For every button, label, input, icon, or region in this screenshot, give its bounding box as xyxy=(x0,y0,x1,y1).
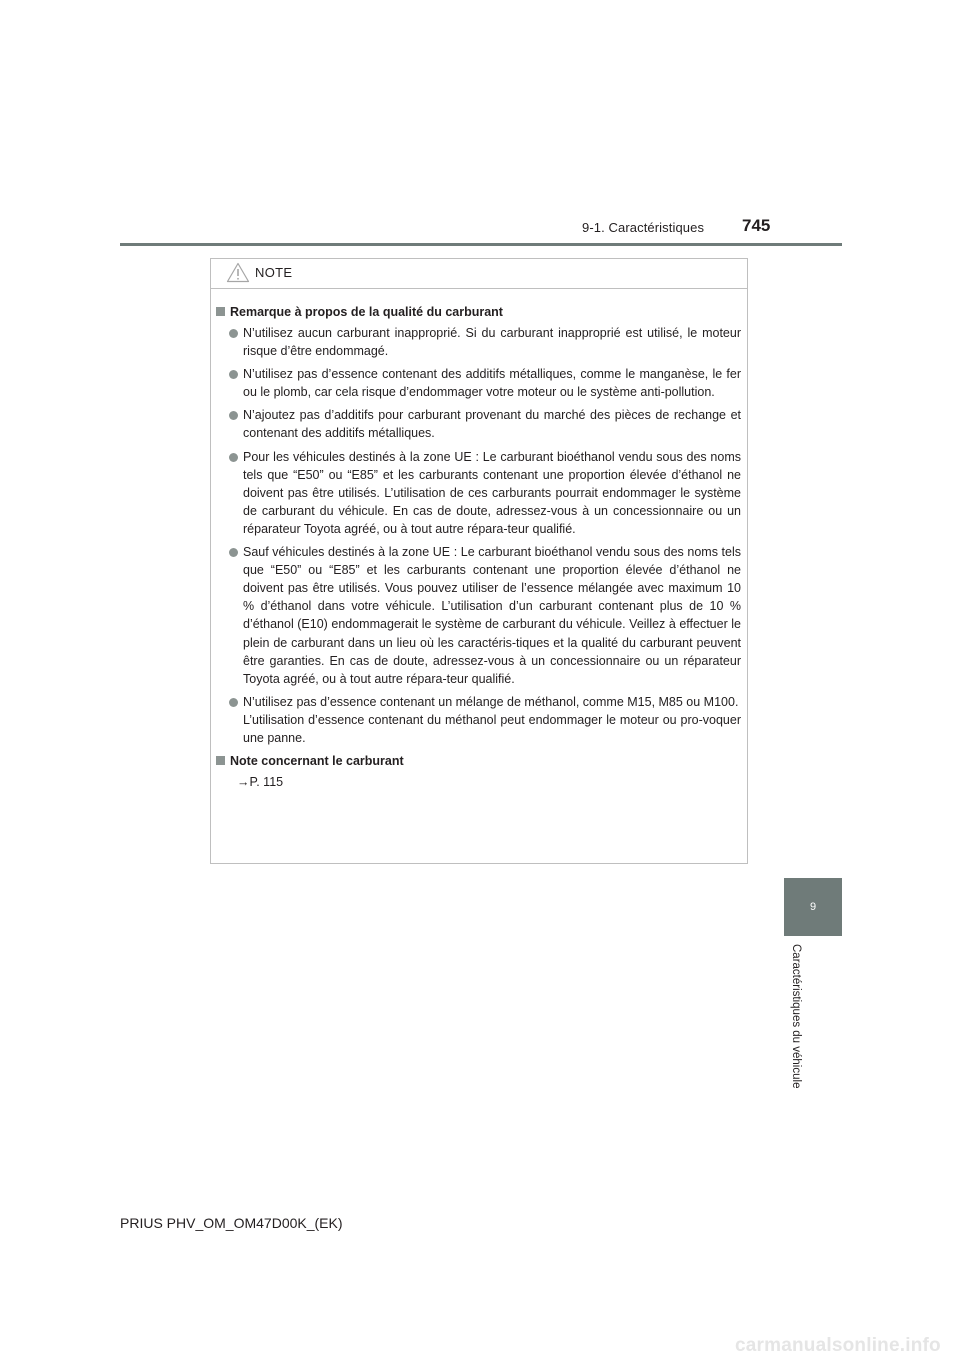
circle-bullet-icon xyxy=(229,698,238,707)
list-item-text: N’utilisez pas d’essence contenant un mélange de méthanol, comme M15, M85 ou M100. xyxy=(243,694,739,709)
list-item xyxy=(216,365,741,401)
section-title-text: Note concernant le carburant xyxy=(230,754,404,769)
list-item-text: N’ajoutez pas d’additifs pour carburant provenant du marché des pièces de rechange et contenant des additifs métalliques. xyxy=(243,408,741,441)
header-divider xyxy=(120,243,842,246)
note-box xyxy=(210,258,748,864)
circle-bullet-icon xyxy=(229,453,238,462)
list-item-text: N’utilisez aucun carburant inapproprié. Si du carburant inapproprié est utilisé, le moteur risque d’être endommagé. xyxy=(243,326,741,359)
list-item xyxy=(216,406,741,442)
chapter-title: Caractéristiques du véhicule xyxy=(790,944,802,1089)
list-item xyxy=(216,543,741,688)
list-item xyxy=(216,324,741,360)
list-item-text: N’utilisez pas d’essence contenant des additifs métalliques, comme le manganèse, le fer ou le plomb, car cela risque d’endommager votre moteur ou le système anti-pollution. xyxy=(243,367,741,400)
section-title-fuel-quality xyxy=(216,303,741,321)
square-bullet-icon xyxy=(216,756,225,765)
circle-bullet-icon xyxy=(229,411,238,420)
section-title-text: Remarque à propos de la qualité du carburant xyxy=(230,305,503,319)
section-title-fuel-note xyxy=(216,752,741,770)
square-bullet-icon xyxy=(216,307,225,316)
note-label: NOTE xyxy=(255,265,293,280)
note-header xyxy=(211,259,747,289)
page-reference-link[interactable]: →P. 115 xyxy=(237,775,284,790)
list-item xyxy=(216,448,741,538)
list-item-text: L’utilisation d’essence contenant du méthanol peut endommager le moteur ou pro-voquer une panne. xyxy=(243,712,741,745)
list-item-text: Sauf véhicules destinés à la zone UE : Le carburant bioéthanol vendu sous des noms tels que “E50” ou “E85” et les carburants contenant une proportion élevée d’éthanol ne doivent pas être utilisés. Vous pouvez utiliser de l’essence mélangée avec maximum 10 % d’éthanol dans votre véhicule. L’utilisation d’un carburant contenant plus de 10 % d’éthanol (E10) endommagerait le système de carburant du véhicule. Veillez à effectuer le plein de carburant dans un lieu où les caractéris-tiques et la qualité du carburant peuvent être garanties. En cas de doute, adressez-vous à un concessionnaire ou un réparateur Toyota agréé, ou à tout autre répara-teur qualifié. xyxy=(243,545,741,686)
list-item-text: Pour les véhicules destinés à la zone UE : Le carburant bioéthanol vendu sous des noms tels que “E50” ou “E85” et les carburants contenant une proportion élevée d’éthanol ne doivent pas être utilisés. L’utilisation de ces carburants pourrait endommager le système de carburant du véhicule. En cas de doute, adressez-vous à un concessionnaire ou un réparateur Toyota agréé, ou à tout autre répara-teur qualifié. xyxy=(243,449,741,536)
watermark: carmanualsonline.info xyxy=(735,1335,941,1356)
warning-triangle-icon xyxy=(226,262,250,288)
list-item xyxy=(216,693,741,747)
circle-bullet-icon xyxy=(229,370,238,379)
chapter-tab xyxy=(784,878,842,936)
document-code: PRIUS PHV_OM_OM47D00K_(EK) xyxy=(120,1215,343,1231)
circle-bullet-icon xyxy=(229,548,238,557)
note-body xyxy=(211,289,747,791)
page-number: 745 xyxy=(742,216,771,235)
chapter-number: 9 xyxy=(809,901,817,913)
section-heading: 9-1. Caractéristiques xyxy=(582,220,705,235)
circle-bullet-icon xyxy=(229,329,238,338)
